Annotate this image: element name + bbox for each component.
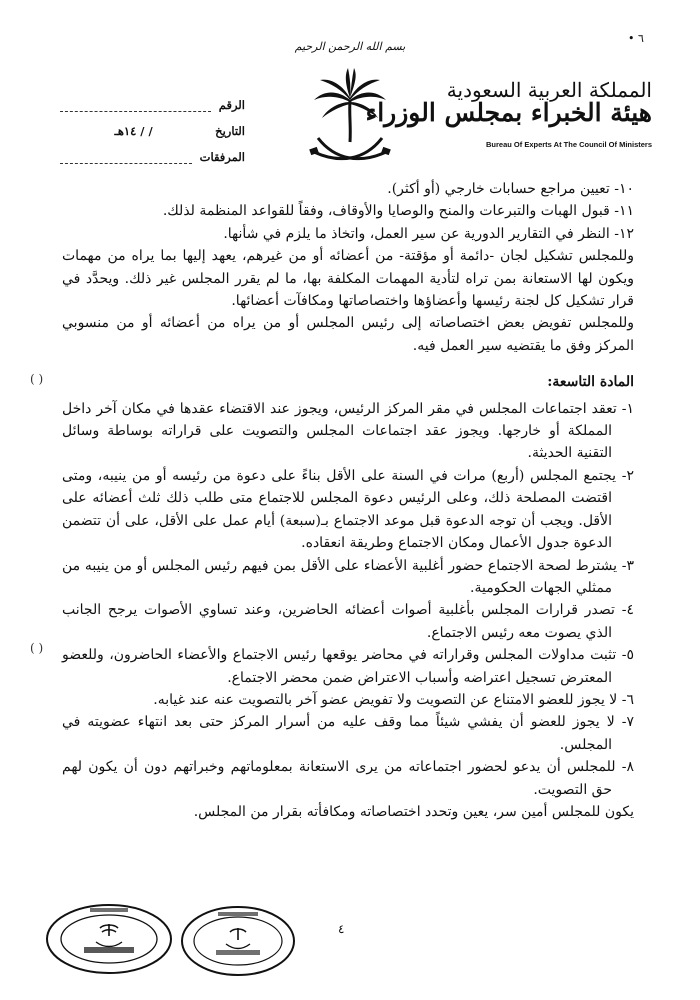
article-item: ٥- تثبت مداولات المجلس وقراراته في محاضر يوقعها رئيس الاجتماع والأعضاء الحاضرون، وللعضو المعترض تسجيل اعتراضه وأسباب الاعتراض ضمن محضر الاجتماع.: [62, 647, 634, 686]
page-number: ٤: [338, 922, 345, 936]
kingdom-title: المملكة العربية السعودية: [446, 78, 652, 102]
margin-mark: ( ): [30, 641, 44, 655]
list-item: ١١- قبول الهبات والتبرعات والمنح والوصايا والأوقاف، وفقاً للقواعد المنظمة لذلك.: [162, 203, 634, 220]
secretary-paragraph: يكون للمجلس أمين سر، يعين وتحدد اختصاصاته ومكافأته بقرار من المجلس.: [193, 803, 634, 820]
basmala: بسم الله الرحمن الرحيم: [294, 40, 406, 53]
article-item: ٣- يشترط لصحة الاجتماع حضور أغلبية الأعضاء على الأقل بمن فيهم رئيس المجلس أو من ينيبه من ممثلي الجهات الحكومية.: [62, 557, 634, 596]
bureau-seal-stamp: [44, 902, 174, 976]
number-row: [60, 86, 245, 112]
date-label: التاريخ: [215, 124, 245, 138]
delegation-paragraph: وللمجلس تفويض بعض اختصاصاته إلى رئيس المجلس أو من يراه من أعضائه أو من منسوبي المركز وفق ما يقتضيه سير العمل فيه.: [62, 315, 634, 354]
letter-meta-block: [60, 86, 245, 164]
date-value: / / ١٤هـ: [114, 124, 153, 138]
article-item: ٢- يجتمع المجلس (أربع) مرات في السنة على الأقل بناءً على دعوة من رئيسه أو من ينيبه، ومتى اقتضت المصلحة ذلك، وعلى الرئيس دعوة المجلس للاجتماع متى طلب ذلك ثلث أعضائه على الأقل. ويجب أن توجه الدعوة قبل موعد الاجتماع بـ(سبعة) أيام عمل على الأقل، على أن تتضمن الدعوة جدول الأعمال ومكان الاجتماع وطريقة انعقاده.: [62, 467, 634, 552]
list-item: ١٠- تعيين مراجع حسابات خارجي (أو أكثر).: [387, 181, 634, 197]
attachments-row: [60, 138, 245, 164]
corner-mark: • ٦: [628, 32, 644, 45]
document-body: [62, 178, 634, 823]
date-row: [60, 112, 245, 138]
attachments-label: المرفقات: [199, 150, 245, 164]
secretariat-seal-stamp: [178, 904, 298, 978]
bureau-title-arabic: هيئة الخبراء بمجلس الوزراء: [365, 98, 652, 127]
article-item: ٤- تصدر قرارات المجلس بأغلبية أصوات أعضائه الحاضرين، وعند تساوي الأصوات يرجح الجانب الذي يصوت معه رئيس الاجتماع.: [62, 602, 634, 641]
article-item: ٧- لا يجوز للعضو أن يفشي شيئاً مما وقف عليه من أسرار المركز حتى بعد انتهاء عضويته في المجلس.: [62, 714, 634, 753]
attachments-line: [60, 151, 192, 164]
committees-paragraph: وللمجلس تشكيل لجان -دائمة أو مؤقتة- من أعضائه أو من غيرهم، يعهد إليها بما يراه من مهمات ويكون لها الاستعانة بمن تراه لتأدية المهمات المكلفة بها، ما لم يقرر المجلس غير ذلك. ويحدَّد في قرار تشكيل كل لجنة رئيسها وأعضاؤها واختصاصاتها ومكافآت أعضائها.: [62, 248, 634, 310]
number-label: الرقم: [218, 98, 245, 112]
bureau-title-english: Bureau Of Experts At The Council Of Ministers: [486, 140, 652, 149]
article-item: ٨- للمجلس أن يدعو لحضور اجتماعاته من يرى الاستعانة بمعلوماتهم وخبراتهم دون أن يكون لهم حق التصويت.: [62, 759, 634, 798]
article-item: ٦- لا يجوز للعضو الامتناع عن التصويت ولا تفويض عضو آخر بالتصويت عنه عند غيابه.: [153, 691, 634, 708]
list-item: ١٢- النظر في التقارير الدورية عن سير العمل، واتخاذ ما يلزم في شأنها.: [223, 225, 634, 242]
number-line: [60, 99, 211, 112]
margin-mark: ( ): [30, 372, 44, 386]
article-heading: المادة التاسعة:: [547, 374, 634, 391]
article-item: ١- تعقد اجتماعات المجلس في مقر المركز الرئيس، ويجوز عند الاقتضاء عقدها في مكان آخر داخل المملكة أو خارجها. ويجوز عقد اجتماعات المجلس والتصويت على قراراته بوساطة وسائل التقنية الحديثة.: [62, 400, 634, 462]
